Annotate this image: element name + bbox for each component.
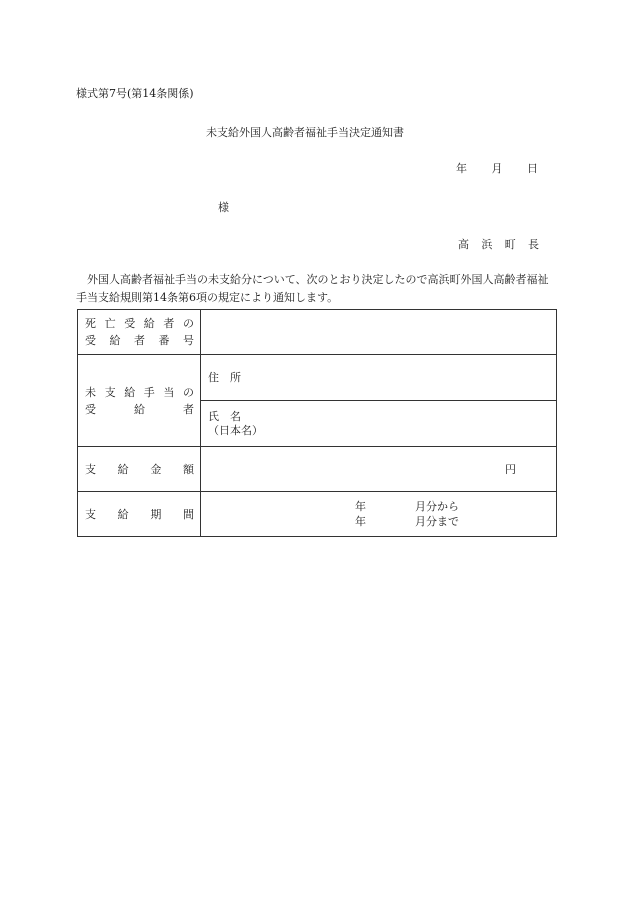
addressee-suffix: 様 (218, 201, 229, 214)
unpaid-recipient-label (78, 355, 201, 447)
amount-label (78, 447, 201, 492)
table-row (78, 310, 557, 355)
period-from-month: 月分から (415, 500, 459, 513)
issuer-char: 町 (504, 238, 516, 251)
date-line (456, 160, 538, 176)
label-char: 者 (134, 334, 145, 347)
table-row (78, 355, 557, 401)
label-char: 支 (104, 385, 116, 399)
date-month-label: 月 (491, 162, 503, 175)
period-from (355, 499, 556, 514)
label-char: 給 (124, 385, 136, 399)
label-char: 者 (163, 317, 175, 330)
label-char: の (182, 317, 194, 330)
name-label: 氏 名 (208, 409, 241, 423)
form-number: 様式第7号(第14条関係) (76, 87, 194, 100)
body-text: 外国人高齢者福祉手当の未支給分について、次のとおり決定したので高浜町外国人高齢者福祉手当支給規則第14条第6項の規定により通知します。 (76, 273, 549, 304)
label-char: 当 (163, 385, 175, 399)
label-line (78, 315, 200, 332)
label-line (78, 384, 200, 401)
label-char: 期 (150, 508, 162, 521)
yen-unit: 円 (505, 463, 516, 476)
label-char: 支 (85, 508, 96, 521)
issuer-char: 浜 (481, 238, 493, 251)
amount-field[interactable] (201, 447, 557, 492)
label-char: 者 (183, 402, 194, 416)
label-char: 号 (183, 334, 194, 347)
label-char: 受 (124, 317, 136, 330)
label-line (78, 461, 200, 477)
document-title: 未支給外国人高齢者福祉手当決定通知書 (206, 126, 404, 139)
label-char: 額 (182, 463, 194, 476)
period-label (78, 492, 201, 537)
label-char: 亡 (104, 317, 116, 330)
label-line (78, 506, 200, 522)
date-day-label: 日 (527, 162, 538, 175)
recipient-number-field[interactable] (201, 310, 557, 355)
label-char: 未 (85, 385, 96, 399)
address-field[interactable] (201, 355, 557, 401)
period-field[interactable] (201, 492, 557, 537)
date-year-label: 年 (456, 162, 467, 175)
period-from-year: 年 (355, 500, 366, 513)
label-char: の (182, 385, 194, 399)
label-char: 受 (85, 402, 96, 416)
period-to-year: 年 (355, 515, 366, 528)
name-field[interactable] (201, 401, 557, 447)
label-char: 金 (150, 463, 162, 476)
table-row (78, 492, 557, 537)
issuer-char: 高 (458, 238, 469, 251)
label-line (78, 332, 200, 349)
recipient-number-label (78, 310, 201, 355)
label-char: 間 (182, 508, 194, 521)
label-char: 受 (85, 334, 96, 347)
name-note: （日本名） (208, 423, 263, 437)
issuer-char: 長 (527, 238, 539, 251)
label-char: 給 (117, 463, 129, 476)
period-to-month: 月分まで (415, 515, 459, 528)
label-char: 給 (134, 402, 145, 416)
label-char: 給 (117, 508, 129, 521)
label-char: 給 (143, 317, 155, 330)
form-table (77, 309, 557, 537)
issuer (458, 236, 539, 252)
label-char: 死 (85, 317, 96, 330)
address-label: 住 所 (208, 370, 241, 384)
label-char: 番 (158, 334, 170, 347)
table-row (78, 447, 557, 492)
label-char: 給 (109, 334, 121, 347)
label-char: 手 (143, 385, 155, 399)
label-line (78, 401, 200, 418)
label-char: 支 (85, 463, 96, 476)
period-to (355, 514, 556, 529)
